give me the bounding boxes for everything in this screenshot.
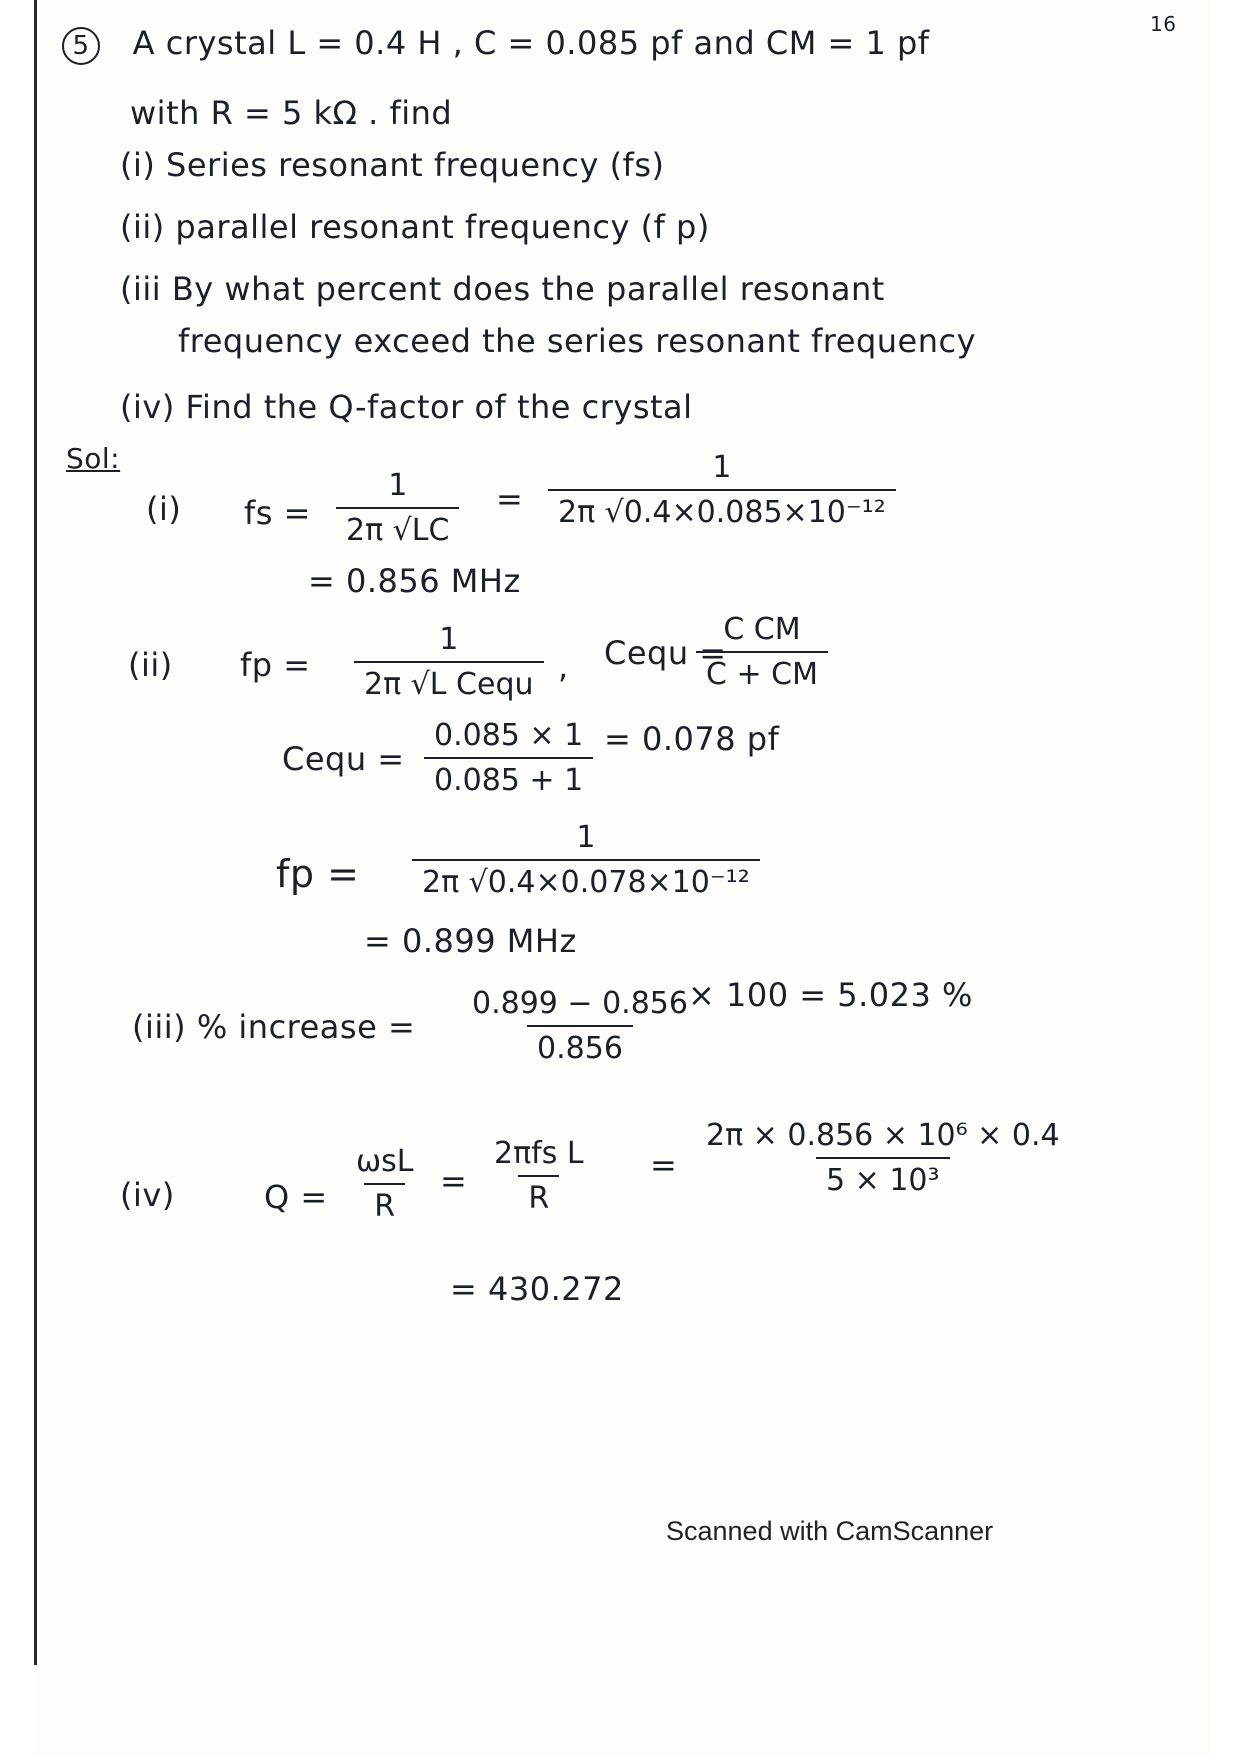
part-ii-result: = 0.899 MHz	[364, 922, 577, 960]
part-ii-calc-fraction	[424, 718, 593, 798]
part-ii-label: (ii)	[128, 646, 173, 684]
part-ii-calc-result: = 0.078 pf	[604, 720, 780, 758]
question-part-i: (i) Series resonant frequency (fs)	[120, 146, 665, 184]
part-ii-f1-den: 2π √L Cequ	[354, 661, 544, 702]
part-ii-calc-num: 0.085 × 1	[434, 718, 584, 753]
part-ii-calc-den: 0.085 + 1	[424, 757, 593, 798]
part-iv-f3-den: 5 × 10³	[816, 1157, 950, 1198]
part-iii-num: 0.899 − 0.856	[472, 986, 688, 1021]
part-iii-den: 0.856	[527, 1025, 633, 1066]
part-iv-fraction-1	[346, 1144, 423, 1224]
part-iv-f3-num: 2π × 0.856 × 10⁶ × 0.4	[706, 1118, 1060, 1153]
part-iii-label: (iii) % increase =	[132, 1008, 416, 1046]
part-iv-result: = 430.272	[450, 1270, 624, 1308]
page-number: 16	[1150, 12, 1177, 36]
part-iv-fraction-2	[484, 1136, 594, 1216]
question-part-iv: (iv) Find the Q-factor of the crystal	[120, 388, 693, 426]
question-line-2: with R = 5 kΩ . find	[130, 94, 453, 132]
part-ii-fraction-1	[354, 622, 544, 702]
part-i-fraction-2	[548, 450, 896, 530]
part-ii-calc-lhs: Cequ =	[282, 740, 405, 778]
part-iv-equals-1: =	[440, 1162, 468, 1200]
part-ii-cequ-den: C + CM	[696, 651, 828, 692]
part-ii-cequ-num: C CM	[723, 612, 801, 647]
part-i-fraction-1	[336, 468, 459, 548]
question-part-iii: (iii By what percent does the parallel resonant	[120, 270, 885, 308]
part-iv-lhs: Q =	[264, 1178, 328, 1216]
part-ii-comma: ,	[558, 648, 569, 686]
part-i-f1-num: 1	[388, 468, 408, 503]
part-i-result: = 0.856 MHz	[308, 562, 521, 600]
question-line-1: A crystal L = 0.4 H , C = 0.085 pf and CM = 1 pf	[132, 24, 930, 62]
part-ii-fp-num: 1	[576, 820, 596, 855]
part-ii-cequ-fraction	[696, 612, 828, 692]
part-iv-f1-num: ωsL	[356, 1144, 414, 1179]
part-ii-fp-lhs: fp =	[276, 852, 360, 896]
part-i-equals: =	[496, 480, 524, 518]
question-part-ii: (ii) parallel resonant frequency (f p)	[120, 208, 710, 246]
question-part-iii-cont: frequency exceed the series resonant frequency	[178, 322, 977, 360]
part-iv-fraction-3	[696, 1118, 1070, 1198]
solution-label: Sol:	[66, 442, 121, 475]
part-i-f1-den: 2π √LC	[336, 507, 459, 548]
part-iv-f1-den: R	[364, 1183, 405, 1224]
question-number: 5	[62, 27, 100, 65]
part-iv-equals-2: =	[650, 1146, 678, 1184]
margin-line	[34, 0, 37, 1665]
part-ii-fp-fraction	[412, 820, 760, 900]
part-i-f2-den: 2π √0.4×0.085×10⁻¹²	[548, 489, 896, 530]
part-i-f2-num: 1	[712, 450, 732, 485]
part-i-lhs: fs =	[244, 494, 311, 532]
part-iii-fraction	[462, 986, 698, 1066]
part-iii-result: × 100 = 5.023 %	[688, 976, 973, 1014]
part-ii-f1-num: 1	[439, 622, 459, 657]
part-ii-fp-den: 2π √0.4×0.078×10⁻¹²	[412, 859, 760, 900]
part-ii-cequ-lhs: Cequ =	[604, 634, 727, 672]
part-iv-f2-den: R	[518, 1175, 559, 1216]
camscanner-watermark: Scanned with CamScanner	[666, 1516, 994, 1546]
part-ii-lhs: fp =	[240, 646, 311, 684]
question-header	[62, 24, 930, 65]
part-iv-label: (iv)	[120, 1176, 175, 1214]
part-i-label: (i)	[146, 490, 182, 528]
part-iv-f2-num: 2πfs L	[494, 1136, 584, 1171]
